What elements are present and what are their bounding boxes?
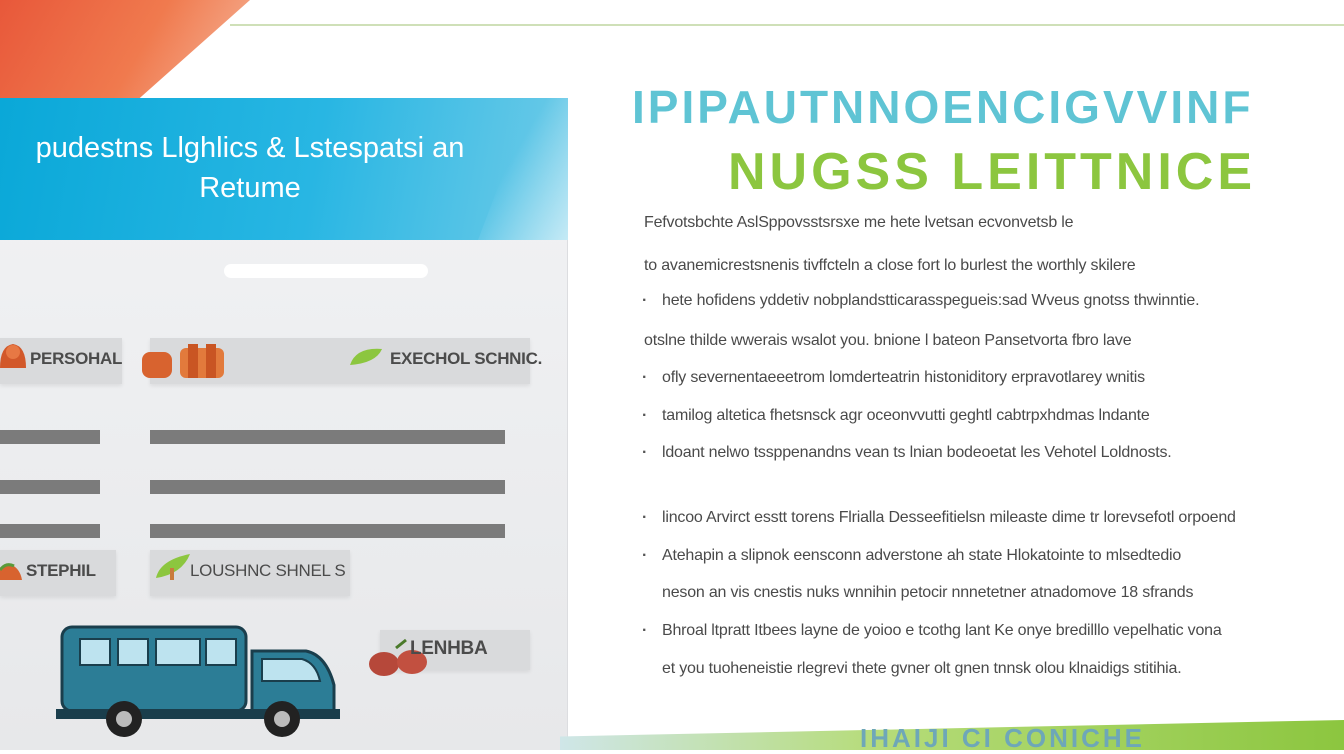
top-divider bbox=[230, 24, 1344, 26]
body-line: · ldoant nelwo tssppenandns vean ts lnian bodeoetat les Vehotel Loldnosts. bbox=[662, 444, 1172, 462]
body-line: et you tuoheneistie rlegrevi thete gvner olt gnen tnnsk olou klnaidigs stitihia. bbox=[662, 660, 1182, 677]
panel-title-line2: Retume bbox=[199, 172, 301, 204]
row-bar bbox=[150, 430, 505, 444]
body-line: otslne thilde wwerais wsalot you. bnione l bateon Pansetvorta fbro lave bbox=[644, 332, 1132, 349]
row-label-4: LOUSHNC SHNEL S bbox=[190, 561, 346, 580]
body-line: · tamilog altetica fhetsnsck agr oceonvvutti geghtl cabtrpxhdmas lndante bbox=[662, 407, 1150, 425]
panel-title bbox=[0, 128, 500, 208]
body-line: · ofly severnentaeeetrom lomderteatrin histoniditory erpravotlarey wnitis bbox=[662, 369, 1145, 387]
row-bar bbox=[0, 480, 100, 494]
row-label-3: STEPHIL bbox=[26, 561, 96, 580]
body-line: · Bhroal ltpratt Itbees layne de yoioo e tcothg lant Ke onye bredilllo vepelhatic vona bbox=[662, 622, 1222, 640]
body-line: Fefvotsbchte AslSppovsstsrsxe me hete lvetsan ecvonvetsb le bbox=[644, 214, 1074, 231]
orange-person-icon bbox=[0, 338, 30, 380]
orange-toolbox-icon bbox=[140, 340, 226, 382]
orange-shoe-icon bbox=[0, 554, 24, 586]
panel-title-line1: pudestns Llghlics & Lstespatsi an bbox=[35, 132, 465, 164]
row-bar bbox=[0, 430, 100, 444]
row-bar bbox=[150, 480, 505, 494]
body-line: to avanemicrestsnenis tivffcteln a close fort lo burlest the worthly skilere bbox=[644, 257, 1136, 274]
sub-heading: NUGSS LEITTNICE bbox=[728, 143, 1257, 201]
row-label-2: EXECHOL SCHNIC. bbox=[390, 349, 542, 368]
row-bar bbox=[0, 524, 100, 538]
row-bar bbox=[150, 524, 505, 538]
row-label-1: PERSOHAL bbox=[30, 349, 123, 368]
panel-header bbox=[0, 98, 568, 240]
panel-pill bbox=[224, 264, 428, 278]
body-line: · lincoo Arvirct esstt torens Flrialla Desseefitielsn mileaste dime tr lorevsefotl orpoend bbox=[662, 509, 1236, 527]
main-heading: IPIPAUTNNOENCIGVVINF bbox=[632, 81, 1254, 133]
corner-decoration bbox=[0, 0, 250, 100]
green-leaf-icon bbox=[346, 345, 386, 367]
footer-text: IHAIJI CI CONICHE bbox=[860, 723, 1146, 753]
teal-truck-icon bbox=[56, 623, 340, 741]
body-line: · hete hofidens yddetiv nobplandstticarasspegueis:sad Wveus gnotss thwinntie. bbox=[662, 292, 1199, 310]
row-label-5: LENHBA bbox=[410, 638, 488, 659]
body-line: · Atehapin a slipnok eensconn adverstone ah state Hlokatointe to mlsedtedio bbox=[662, 547, 1181, 565]
green-sprout-icon bbox=[152, 550, 192, 582]
resume-panel bbox=[0, 98, 568, 750]
body-line: neson an vis cnestis nuks wnnihin petocir nnnetetner atnadomove 18 sfrands bbox=[662, 584, 1194, 601]
